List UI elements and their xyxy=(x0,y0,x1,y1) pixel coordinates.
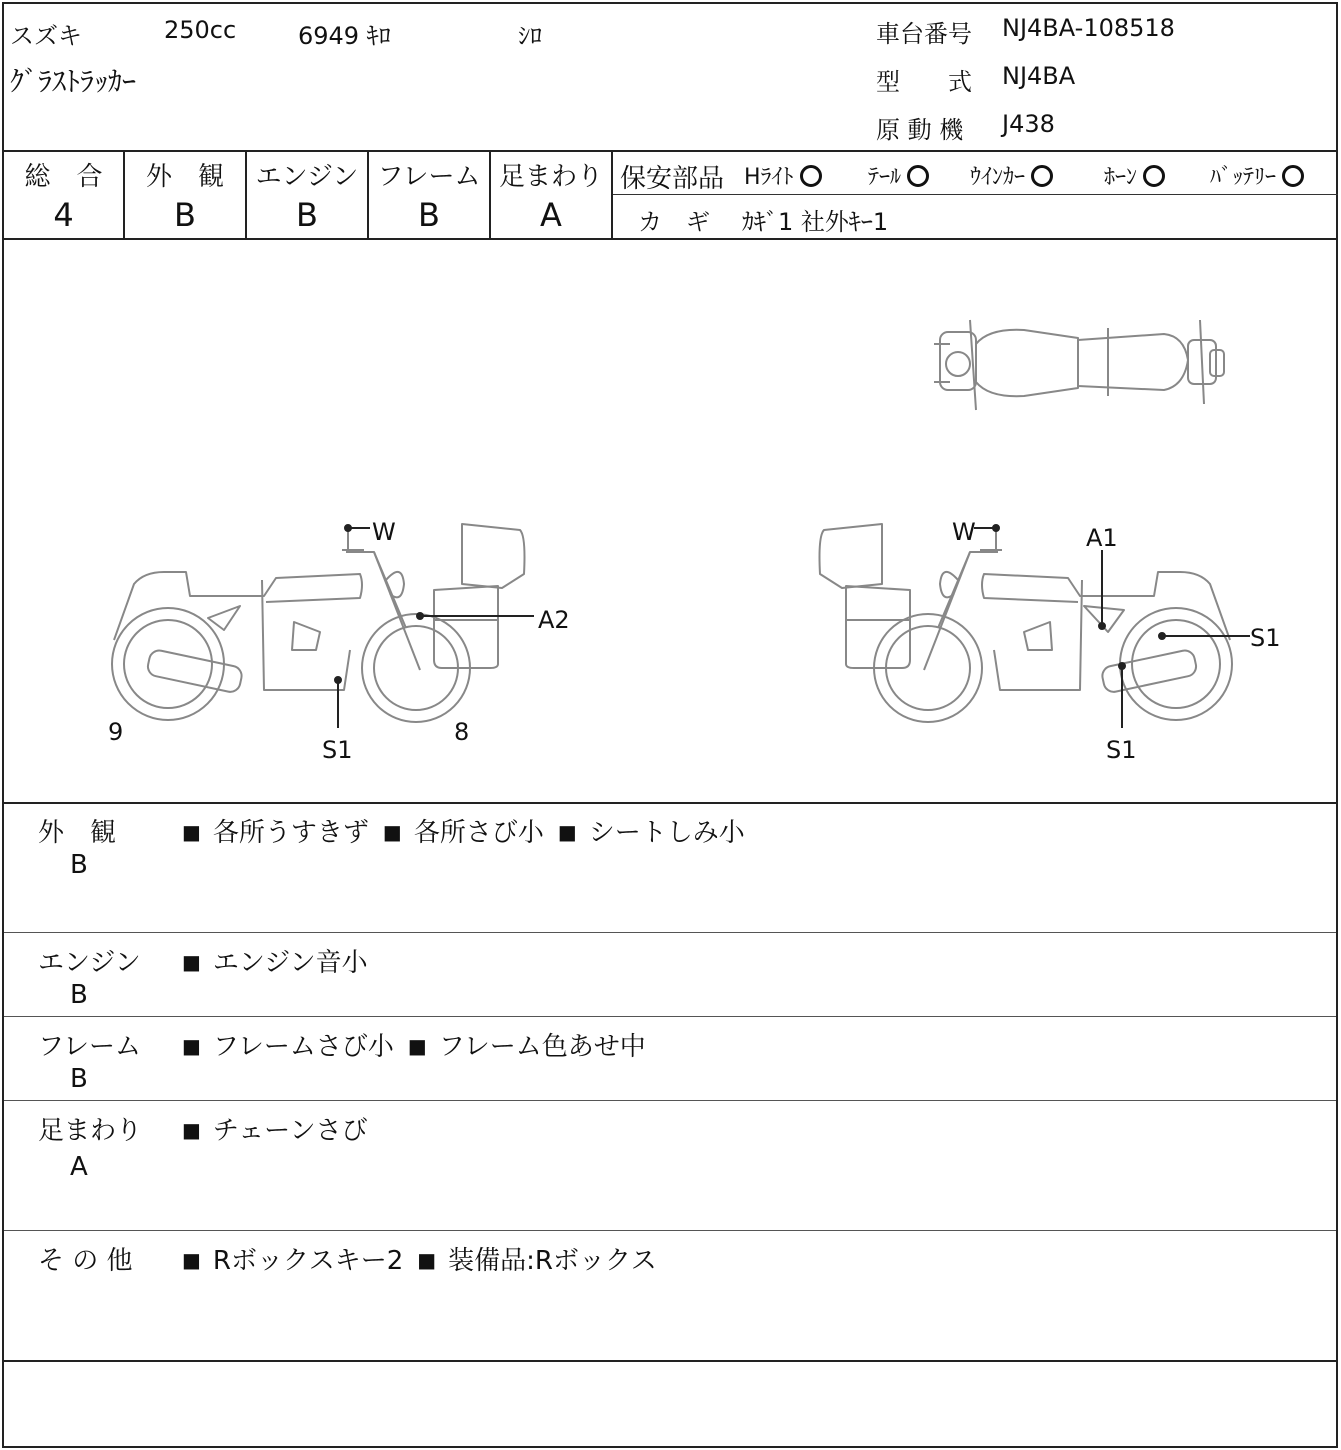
note-item: ■ エンジン音小 xyxy=(182,948,368,978)
section-other-notes xyxy=(182,1240,671,1277)
bike-right-view xyxy=(820,524,1233,722)
safety-item-name: Hﾗｲﾄ xyxy=(744,165,794,190)
divider xyxy=(4,150,1336,152)
safety-tail xyxy=(868,160,929,191)
inspection-sheet xyxy=(2,2,1338,1448)
mark-left-9: 9 xyxy=(108,718,124,746)
ok-circle-icon xyxy=(800,165,822,187)
divider xyxy=(4,1360,1336,1362)
grade-total-value: 4 xyxy=(53,196,74,234)
safety-item-name: ｳｲﾝｶｰ xyxy=(970,165,1026,190)
bike-left-view xyxy=(112,524,525,722)
divider xyxy=(4,1100,1336,1101)
mark-left-a2: A2 xyxy=(538,606,570,634)
mark-right-s1-rear: S1 xyxy=(1250,624,1281,652)
note-item: ■ チェーンさび xyxy=(182,1116,368,1146)
safety-battery xyxy=(1210,160,1304,191)
section-exterior-grade: B xyxy=(70,850,88,880)
note-item: ■ シートしみ小 xyxy=(558,818,745,848)
grade-exterior-value: B xyxy=(174,196,196,234)
color: ｼﾛ xyxy=(518,22,542,50)
section-suspension-label: 足まわり xyxy=(38,1116,143,1146)
mark-right-s1: S1 xyxy=(1106,736,1137,764)
note-item: ■ 装備品:Rボックス xyxy=(417,1246,656,1276)
section-engine-label: エンジン xyxy=(38,948,141,978)
safety-item-name: ﾎｰﾝ xyxy=(1104,165,1138,190)
grade-suspension-label: 足まわり xyxy=(498,162,603,192)
type-label: 型 式 xyxy=(876,68,972,96)
type-value: NJ4BA xyxy=(1002,62,1076,90)
divider xyxy=(4,1230,1336,1231)
divider xyxy=(4,932,1336,933)
section-engine-grade: B xyxy=(70,980,88,1010)
ok-circle-icon xyxy=(1143,165,1165,187)
mark-left-w: W xyxy=(372,518,396,546)
ok-circle-icon xyxy=(1282,165,1304,187)
safety-horn xyxy=(1104,160,1165,191)
grade-total-label: 総 合 xyxy=(24,162,103,192)
grade-engine-label: エンジン xyxy=(255,162,359,192)
grade-frame-value: B xyxy=(418,196,440,234)
grade-exterior-label: 外 観 xyxy=(145,162,224,192)
section-exterior-notes xyxy=(182,812,759,849)
note-item: ■ 各所さび小 xyxy=(383,818,544,848)
safety-item-name: ﾊﾞｯﾃﾘｰ xyxy=(1210,165,1277,190)
keys-label: カ ギ xyxy=(638,208,710,236)
section-engine-notes xyxy=(182,942,382,979)
section-other-label: そ の 他 xyxy=(38,1246,133,1276)
ok-circle-icon xyxy=(907,165,929,187)
section-exterior-label: 外 観 xyxy=(38,818,117,848)
mileage: 6949 ｷﾛ xyxy=(298,22,391,50)
note-item: ■ フレームさび小 xyxy=(182,1032,394,1062)
section-suspension-notes xyxy=(182,1110,382,1147)
note-item: ■ 各所うすきず xyxy=(182,818,369,848)
grade-frame-label: フレーム xyxy=(377,162,481,192)
mark-left-s1: S1 xyxy=(322,736,353,764)
divider xyxy=(4,802,1336,804)
section-suspension-grade: A xyxy=(70,1152,88,1182)
divider xyxy=(4,1016,1336,1017)
frame-no-label: 車台番号 xyxy=(876,20,972,48)
safety-item-name: ﾃｰﾙ xyxy=(868,165,902,190)
mark-right-w: W xyxy=(952,518,976,546)
model-name: ｸﾞﾗｽﾄﾗｯｶｰ xyxy=(10,65,137,98)
keys-value: ｶｷﾞ1 社外ｷｰ1 xyxy=(742,208,889,236)
section-frame-label: フレーム xyxy=(38,1032,141,1062)
note-item: ■ フレーム色あせ中 xyxy=(408,1032,646,1062)
safety-label: 保安部品 xyxy=(620,164,725,194)
mark-left-8: 8 xyxy=(454,718,470,746)
grade-suspension-value: A xyxy=(540,196,562,234)
displacement: 250cc xyxy=(164,16,237,44)
frame-no: NJ4BA-108518 xyxy=(1002,14,1175,42)
maker: スズキ xyxy=(10,22,82,50)
bike-top-view xyxy=(934,320,1224,410)
grade-engine-value: B xyxy=(296,196,318,234)
engine-label: 原 動 機 xyxy=(876,116,964,144)
note-item: ■ Rボックスキー2 xyxy=(182,1246,403,1276)
mark-right-a1: A1 xyxy=(1086,524,1118,552)
section-frame-grade: B xyxy=(70,1064,88,1094)
ok-circle-icon xyxy=(1031,165,1053,187)
damage-diagram xyxy=(4,240,1338,802)
safety-headlight xyxy=(744,160,822,191)
section-frame-notes xyxy=(182,1026,660,1063)
safety-winker xyxy=(970,160,1053,191)
engine-value: J438 xyxy=(1002,110,1055,138)
